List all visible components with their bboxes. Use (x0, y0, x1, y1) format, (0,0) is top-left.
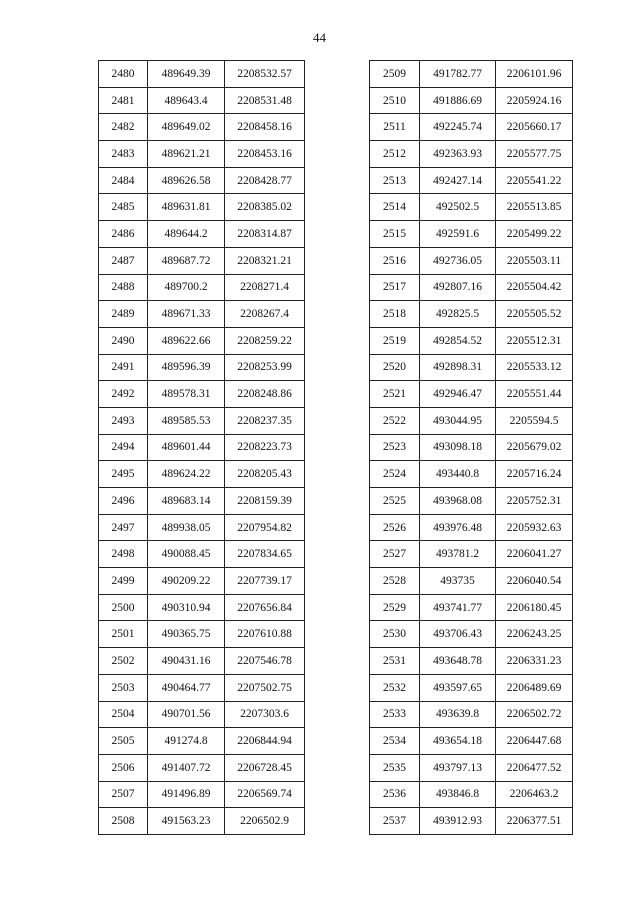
point-number-cell: 2508 (99, 808, 148, 835)
table-row (99, 301, 305, 328)
table-row (99, 781, 305, 808)
point-number-cell: 2495 (99, 461, 148, 488)
y-coordinate-cell: 2205512.31 (496, 327, 573, 354)
x-coordinate-cell: 490365.75 (148, 621, 225, 648)
x-coordinate-cell: 493846.8 (420, 781, 496, 808)
table-row (99, 541, 305, 568)
y-coordinate-cell: 2208532.57 (225, 61, 305, 88)
y-coordinate-cell: 2205503.11 (496, 247, 573, 274)
table-row (370, 114, 573, 141)
point-number-cell: 2481 (99, 87, 148, 114)
x-coordinate-cell: 493781.2 (420, 541, 496, 568)
x-coordinate-cell: 489649.39 (148, 61, 225, 88)
point-number-cell: 2512 (370, 141, 420, 168)
x-coordinate-cell: 489578.31 (148, 381, 225, 408)
point-number-cell: 2509 (370, 61, 420, 88)
y-coordinate-cell: 2205551.44 (496, 381, 573, 408)
x-coordinate-cell: 492854.52 (420, 327, 496, 354)
y-coordinate-cell: 2208223.73 (225, 434, 305, 461)
y-coordinate-cell: 2208428.77 (225, 167, 305, 194)
point-number-cell: 2514 (370, 194, 420, 221)
y-coordinate-cell: 2206447.68 (496, 728, 573, 755)
y-coordinate-cell: 2208458.16 (225, 114, 305, 141)
table-row (370, 87, 573, 114)
table-row (99, 621, 305, 648)
point-number-cell: 2518 (370, 301, 420, 328)
x-coordinate-cell: 491274.8 (148, 728, 225, 755)
y-coordinate-cell: 2208321.21 (225, 247, 305, 274)
x-coordinate-cell: 493797.13 (420, 754, 496, 781)
y-coordinate-cell: 2205924.16 (496, 87, 573, 114)
x-coordinate-cell: 492245.74 (420, 114, 496, 141)
table-row (370, 781, 573, 808)
point-number-cell: 2490 (99, 327, 148, 354)
x-coordinate-cell: 492427.14 (420, 167, 496, 194)
point-number-cell: 2501 (99, 621, 148, 648)
point-number-cell: 2488 (99, 274, 148, 301)
point-number-cell: 2527 (370, 541, 420, 568)
table-row (99, 461, 305, 488)
table-row (370, 754, 573, 781)
point-number-cell: 2519 (370, 327, 420, 354)
y-coordinate-cell: 2206243.25 (496, 621, 573, 648)
table-row (370, 514, 573, 541)
table-row (99, 674, 305, 701)
point-number-cell: 2520 (370, 354, 420, 381)
point-number-cell: 2482 (99, 114, 148, 141)
table-row (99, 808, 305, 835)
y-coordinate-cell: 2205513.85 (496, 194, 573, 221)
y-coordinate-cell: 2205752.31 (496, 488, 573, 515)
point-number-cell: 2524 (370, 461, 420, 488)
point-number-cell: 2523 (370, 434, 420, 461)
point-number-cell: 2529 (370, 594, 420, 621)
point-number-cell: 2522 (370, 407, 420, 434)
table-row (370, 621, 573, 648)
point-number-cell: 2526 (370, 514, 420, 541)
y-coordinate-cell: 2208267.4 (225, 301, 305, 328)
table-row (99, 488, 305, 515)
y-coordinate-cell: 2207303.6 (225, 701, 305, 728)
point-number-cell: 2496 (99, 488, 148, 515)
y-coordinate-cell: 2208237.35 (225, 407, 305, 434)
table-row (99, 61, 305, 88)
y-coordinate-cell: 2208271.4 (225, 274, 305, 301)
table-row (370, 568, 573, 595)
table-row (99, 381, 305, 408)
table-row (370, 541, 573, 568)
y-coordinate-cell: 2206502.9 (225, 808, 305, 835)
x-coordinate-cell: 491886.69 (420, 87, 496, 114)
table-row (370, 808, 573, 835)
table-row (370, 728, 573, 755)
x-coordinate-cell: 493654.18 (420, 728, 496, 755)
y-coordinate-cell: 2206463.2 (496, 781, 573, 808)
x-coordinate-cell: 490209.22 (148, 568, 225, 595)
table-row (370, 434, 573, 461)
table-row (99, 114, 305, 141)
x-coordinate-cell: 491496.89 (148, 781, 225, 808)
y-coordinate-cell: 2208453.16 (225, 141, 305, 168)
point-number-cell: 2497 (99, 514, 148, 541)
y-coordinate-cell: 2205716.24 (496, 461, 573, 488)
y-coordinate-cell: 2208259.22 (225, 327, 305, 354)
x-coordinate-cell: 490088.45 (148, 541, 225, 568)
x-coordinate-cell: 489601.44 (148, 434, 225, 461)
x-coordinate-cell: 489938.05 (148, 514, 225, 541)
point-number-cell: 2510 (370, 87, 420, 114)
table-row (99, 167, 305, 194)
x-coordinate-cell: 490464.77 (148, 674, 225, 701)
x-coordinate-cell: 489683.14 (148, 488, 225, 515)
point-number-cell: 2484 (99, 167, 148, 194)
point-number-cell: 2506 (99, 754, 148, 781)
table-row (370, 701, 573, 728)
y-coordinate-cell: 2207834.65 (225, 541, 305, 568)
table-row (370, 381, 573, 408)
x-coordinate-cell: 492898.31 (420, 354, 496, 381)
y-coordinate-cell: 2205505.52 (496, 301, 573, 328)
x-coordinate-cell: 491782.77 (420, 61, 496, 88)
y-coordinate-cell: 2205577.75 (496, 141, 573, 168)
y-coordinate-cell: 2206569.74 (225, 781, 305, 808)
point-number-cell: 2489 (99, 301, 148, 328)
table-row (99, 728, 305, 755)
y-coordinate-cell: 2207546.78 (225, 648, 305, 675)
table-row (370, 301, 573, 328)
x-coordinate-cell: 489622.66 (148, 327, 225, 354)
table-row (99, 568, 305, 595)
point-number-cell: 2486 (99, 221, 148, 248)
x-coordinate-cell: 493912.93 (420, 808, 496, 835)
point-number-cell: 2480 (99, 61, 148, 88)
table-row (370, 327, 573, 354)
point-number-cell: 2516 (370, 247, 420, 274)
y-coordinate-cell: 2205541.22 (496, 167, 573, 194)
point-number-cell: 2515 (370, 221, 420, 248)
y-coordinate-cell: 2205679.02 (496, 434, 573, 461)
table-row (99, 754, 305, 781)
y-coordinate-cell: 2206040.54 (496, 568, 573, 595)
x-coordinate-cell: 493976.48 (420, 514, 496, 541)
table-row (99, 594, 305, 621)
table-row (370, 354, 573, 381)
x-coordinate-cell: 491563.23 (148, 808, 225, 835)
point-number-cell: 2517 (370, 274, 420, 301)
y-coordinate-cell: 2206377.51 (496, 808, 573, 835)
table-row (370, 167, 573, 194)
y-coordinate-cell: 2206180.45 (496, 594, 573, 621)
table-row (370, 141, 573, 168)
x-coordinate-cell: 489626.58 (148, 167, 225, 194)
x-coordinate-cell: 492946.47 (420, 381, 496, 408)
x-coordinate-cell: 489596.39 (148, 354, 225, 381)
x-coordinate-cell: 489585.53 (148, 407, 225, 434)
y-coordinate-cell: 2208314.87 (225, 221, 305, 248)
point-number-cell: 2530 (370, 621, 420, 648)
x-coordinate-cell: 489631.81 (148, 194, 225, 221)
y-coordinate-cell: 2207656.84 (225, 594, 305, 621)
x-coordinate-cell: 493440.8 (420, 461, 496, 488)
y-coordinate-cell: 2208248.86 (225, 381, 305, 408)
point-number-cell: 2492 (99, 381, 148, 408)
point-number-cell: 2505 (99, 728, 148, 755)
table-row (99, 141, 305, 168)
y-coordinate-cell: 2205594.5 (496, 407, 573, 434)
table-row (99, 354, 305, 381)
table-row (370, 221, 573, 248)
point-number-cell: 2532 (370, 674, 420, 701)
point-number-cell: 2536 (370, 781, 420, 808)
y-coordinate-cell: 2207954.82 (225, 514, 305, 541)
table-row (370, 61, 573, 88)
x-coordinate-cell: 493639.8 (420, 701, 496, 728)
y-coordinate-cell: 2207610.88 (225, 621, 305, 648)
y-coordinate-cell: 2206844.94 (225, 728, 305, 755)
point-number-cell: 2531 (370, 648, 420, 675)
x-coordinate-cell: 489644.2 (148, 221, 225, 248)
x-coordinate-cell: 489621.21 (148, 141, 225, 168)
table-row (99, 274, 305, 301)
table-row (370, 194, 573, 221)
point-number-cell: 2504 (99, 701, 148, 728)
page-number: 44 (313, 30, 326, 45)
point-number-cell: 2487 (99, 247, 148, 274)
point-number-cell: 2483 (99, 141, 148, 168)
x-coordinate-cell: 489643.4 (148, 87, 225, 114)
point-number-cell: 2511 (370, 114, 420, 141)
point-number-cell: 2491 (99, 354, 148, 381)
point-number-cell: 2485 (99, 194, 148, 221)
point-number-cell: 2493 (99, 407, 148, 434)
point-number-cell: 2537 (370, 808, 420, 835)
table-row (370, 461, 573, 488)
table-row (370, 674, 573, 701)
y-coordinate-cell: 2206728.45 (225, 754, 305, 781)
y-coordinate-cell: 2206101.96 (496, 61, 573, 88)
x-coordinate-cell: 492591.6 (420, 221, 496, 248)
point-number-cell: 2533 (370, 701, 420, 728)
x-coordinate-cell: 493706.43 (420, 621, 496, 648)
point-number-cell: 2500 (99, 594, 148, 621)
x-coordinate-cell: 493044.95 (420, 407, 496, 434)
y-coordinate-cell: 2208531.48 (225, 87, 305, 114)
table-row (370, 648, 573, 675)
y-coordinate-cell: 2208253.99 (225, 354, 305, 381)
point-number-cell: 2521 (370, 381, 420, 408)
x-coordinate-cell: 489700.2 (148, 274, 225, 301)
point-number-cell: 2534 (370, 728, 420, 755)
point-number-cell: 2525 (370, 488, 420, 515)
y-coordinate-cell: 2205504.42 (496, 274, 573, 301)
x-coordinate-cell: 489687.72 (148, 247, 225, 274)
table-row (370, 407, 573, 434)
x-coordinate-cell: 490431.16 (148, 648, 225, 675)
table-row (370, 594, 573, 621)
point-number-cell: 2494 (99, 434, 148, 461)
x-coordinate-cell: 489624.22 (148, 461, 225, 488)
table-row (99, 701, 305, 728)
y-coordinate-cell: 2205660.17 (496, 114, 573, 141)
x-coordinate-cell: 493735 (420, 568, 496, 595)
table-row (99, 194, 305, 221)
x-coordinate-cell: 490701.56 (148, 701, 225, 728)
point-number-cell: 2507 (99, 781, 148, 808)
table-row (99, 434, 305, 461)
table-row (99, 327, 305, 354)
point-number-cell: 2535 (370, 754, 420, 781)
table-row (99, 87, 305, 114)
y-coordinate-cell: 2205932.63 (496, 514, 573, 541)
table-row (99, 221, 305, 248)
x-coordinate-cell: 492502.5 (420, 194, 496, 221)
y-coordinate-cell: 2208205.43 (225, 461, 305, 488)
point-number-cell: 2513 (370, 167, 420, 194)
y-coordinate-cell: 2207739.17 (225, 568, 305, 595)
y-coordinate-cell: 2208385.02 (225, 194, 305, 221)
point-number-cell: 2502 (99, 648, 148, 675)
x-coordinate-cell: 493741.77 (420, 594, 496, 621)
x-coordinate-cell: 492736.05 (420, 247, 496, 274)
y-coordinate-cell: 2206502.72 (496, 701, 573, 728)
x-coordinate-cell: 493968.08 (420, 488, 496, 515)
y-coordinate-cell: 2207502.75 (225, 674, 305, 701)
table-row (99, 407, 305, 434)
point-number-cell: 2498 (99, 541, 148, 568)
x-coordinate-cell: 489671.33 (148, 301, 225, 328)
table-row (99, 247, 305, 274)
y-coordinate-cell: 2206041.27 (496, 541, 573, 568)
table-row (99, 648, 305, 675)
y-coordinate-cell: 2205533.12 (496, 354, 573, 381)
x-coordinate-cell: 493098.18 (420, 434, 496, 461)
x-coordinate-cell: 492825.5 (420, 301, 496, 328)
table-row (99, 514, 305, 541)
x-coordinate-cell: 492807.16 (420, 274, 496, 301)
x-coordinate-cell: 493648.78 (420, 648, 496, 675)
y-coordinate-cell: 2206489.69 (496, 674, 573, 701)
table-row (370, 488, 573, 515)
y-coordinate-cell: 2205499.22 (496, 221, 573, 248)
x-coordinate-cell: 493597.65 (420, 674, 496, 701)
y-coordinate-cell: 2206331.23 (496, 648, 573, 675)
point-number-cell: 2528 (370, 568, 420, 595)
x-coordinate-cell: 490310.94 (148, 594, 225, 621)
point-number-cell: 2503 (99, 674, 148, 701)
table-row (370, 274, 573, 301)
coordinate-table-left (98, 60, 305, 835)
x-coordinate-cell: 489649.02 (148, 114, 225, 141)
y-coordinate-cell: 2206477.52 (496, 754, 573, 781)
x-coordinate-cell: 492363.93 (420, 141, 496, 168)
coordinate-table-right (369, 60, 573, 835)
x-coordinate-cell: 491407.72 (148, 754, 225, 781)
table-row (370, 247, 573, 274)
point-number-cell: 2499 (99, 568, 148, 595)
y-coordinate-cell: 2208159.39 (225, 488, 305, 515)
